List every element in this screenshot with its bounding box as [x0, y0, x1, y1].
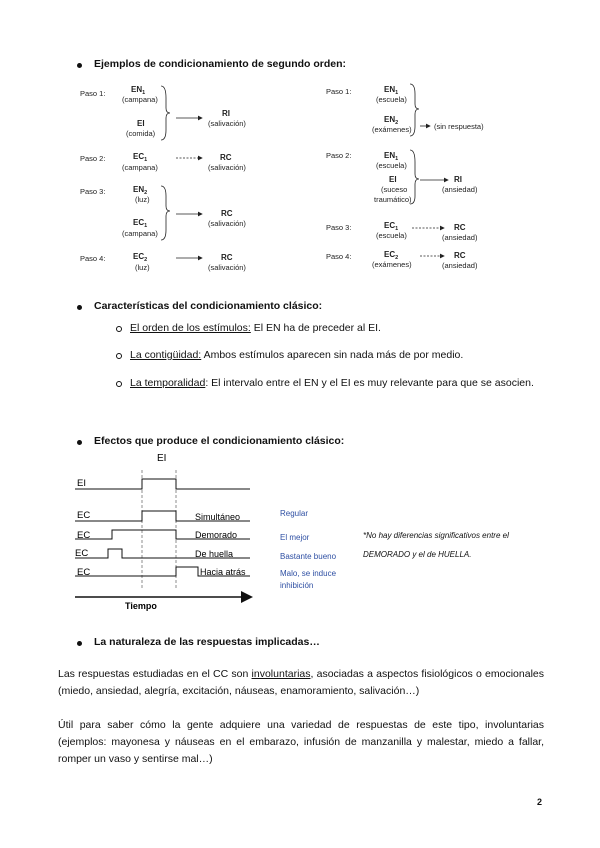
right-ec2: $EC_2$ [384, 250, 399, 261]
section2-title: Características del condicionamiento clásico: [94, 300, 323, 312]
sub-bullet [116, 353, 122, 359]
left-rc3: RC [221, 209, 233, 218]
quality-bastante-bueno: Bastante bueno [280, 552, 337, 561]
right-paso2: Paso 2: [326, 151, 352, 160]
left-en1: $EN_1$ [131, 85, 146, 96]
right-en2-desc: (exámenes) [372, 125, 412, 134]
characteristic-order: El orden de los estímulos: El EN ha de preceder al EI. [130, 322, 381, 334]
right-ri: RI [454, 175, 462, 184]
left-ri: RI [222, 109, 230, 118]
type-demorado: Demorado [195, 530, 238, 540]
bullet-dot [77, 305, 82, 310]
left-ei: EI [137, 119, 145, 128]
left-paso1: Paso 1: [80, 89, 106, 98]
right-rc: RC [454, 223, 466, 232]
type-hacia-atras: Hacia atrás [200, 567, 246, 577]
right-rc-desc: (ansiedad) [442, 233, 478, 242]
timing-note-line1: *No hay diferencias significativos entre el [363, 531, 509, 540]
right-paso1: Paso 1: [326, 87, 352, 96]
quality-el-mejor: El mejor [280, 533, 310, 542]
timing-note-line2: DEMORADO y el de HUELLA. [363, 550, 472, 559]
left-rc4: RC [221, 253, 233, 262]
right-rc4: RC [454, 251, 466, 260]
row-label-ec-4: EC [77, 567, 91, 578]
timing-xlabel: Tiempo [125, 601, 157, 611]
second-order-conditioning-diagram [0, 78, 600, 278]
left-ei-desc: (comida) [126, 129, 156, 138]
right-en1: $EN_1$ [384, 85, 399, 96]
left-rc: RC [220, 153, 232, 162]
row-label-ei: EI [77, 478, 86, 489]
left-rc3-desc: (salivación) [208, 219, 246, 228]
right-sin-respuesta: (sin respuesta) [434, 122, 484, 131]
row-label-ec-2: EC [77, 530, 91, 541]
type-de-huella: De huella [195, 549, 234, 559]
row-label-ec-3: EC [75, 548, 89, 559]
row-label-ec-1: EC [77, 510, 91, 521]
left-paso2: Paso 2: [80, 154, 106, 163]
bullet-dot [77, 641, 82, 646]
page-number: 2 [537, 797, 543, 807]
right-paso4: Paso 4: [326, 252, 352, 261]
characteristic-contiguity: La contigüidad: Ambos estímulos aparecen sin nada más de por medio. [130, 349, 464, 361]
left-ec1b: $EC_1$ [133, 218, 148, 229]
right-en1b: $EN_1$ [384, 151, 399, 162]
left-paso3: Paso 3: [80, 187, 106, 196]
left-en1-desc: (campana) [122, 95, 158, 104]
timing-top-label: EI [157, 453, 167, 464]
type-simultaneo: Simultáneo [195, 512, 241, 522]
sub-bullet [116, 326, 122, 332]
left-ri-desc: (salivación) [208, 119, 246, 128]
left-en2-desc: (luz) [135, 195, 150, 204]
left-ec2-desc: (luz) [135, 263, 150, 272]
right-ec1-desc: (escuela) [376, 231, 407, 240]
left-paso4: Paso 4: [80, 254, 106, 263]
right-rc4-desc: (ansiedad) [442, 261, 478, 270]
quality-inhibicion: inhibición [280, 581, 314, 590]
right-ei-desc1: (suceso [381, 185, 408, 194]
section3-title: Efectos que produce el condicionamiento clásico: [94, 435, 345, 447]
section4-title: La naturaleza de las respuestas implicadas… [94, 636, 320, 648]
left-rc4-desc: (salivación) [208, 263, 246, 272]
right-ei: EI [389, 175, 397, 184]
right-ec2-desc: (exámenes) [372, 260, 412, 269]
bullet-dot [77, 440, 82, 445]
right-en2: $EN_2$ [384, 115, 399, 126]
left-ec1-desc: (campana) [122, 163, 158, 172]
paragraph-1: Las respuestas estudiadas en el CC son involuntarias, asociadas a aspectos fisiológicos o emocionales (miedo, ansiedad, alegría, excitación, náuseas, enamoramiento, salivación…) [58, 668, 545, 697]
right-en1-desc: (escuela) [376, 95, 407, 104]
right-ri-desc: (ansiedad) [442, 185, 478, 194]
right-paso3: Paso 3: [326, 223, 352, 232]
left-ec2: $EC_2$ [133, 252, 148, 263]
left-ec1b-desc: (campana) [122, 229, 158, 238]
quality-regular: Regular [280, 509, 309, 518]
left-ec1: $EC_1$ [133, 152, 148, 163]
left-rc-desc: (salivación) [208, 163, 246, 172]
sub-bullet [116, 381, 122, 387]
characteristic-temporality: La temporalidad: El intervalo entre el EN y el EI es muy relevante para que se asocien. [130, 377, 534, 389]
right-ei-desc2: traumático) [374, 195, 412, 204]
bullet-dot [77, 63, 82, 68]
quality-malo: Malo, se induce [280, 569, 337, 578]
right-ec1: $EC_1$ [384, 221, 399, 232]
section1-title: Ejemplos de condicionamiento de segundo orden: [94, 58, 347, 70]
right-en1b-desc: (escuela) [376, 161, 407, 170]
left-en2: $EN_2$ [133, 185, 148, 196]
paragraph-2: Útil para saber cómo la gente adquiere una variedad de respuestas de este tipo, involuntarias (ejemplos: mayonesa y náuseas en el embarazo, infusión de manzanilla y malestar, miedo a fallar, romper un vaso y sentirse mal…) [58, 719, 544, 765]
